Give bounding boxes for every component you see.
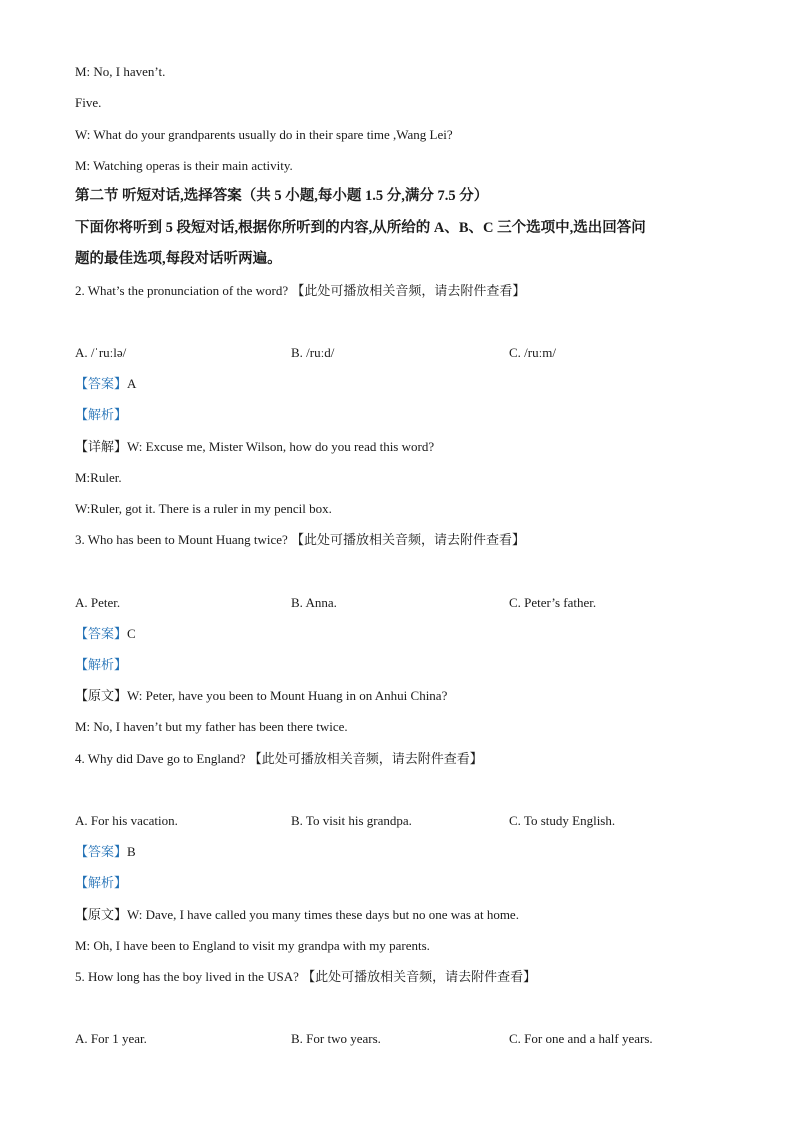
option-b: B. /ruːd/ bbox=[291, 345, 335, 360]
option-b: B. Anna. bbox=[291, 595, 337, 610]
answer-value: C bbox=[127, 626, 136, 641]
detail-line: W:Ruler, got it. There is a ruler in my pencil box. bbox=[75, 501, 332, 516]
answer-value: B bbox=[127, 844, 136, 859]
option-a: A. Peter. bbox=[75, 595, 121, 610]
detail-line bbox=[75, 906, 519, 924]
answer-tag: 【答案】 bbox=[75, 844, 128, 859]
question-3 bbox=[75, 531, 525, 549]
dialogue-line: M: Watching operas is their main activity. bbox=[75, 158, 293, 173]
option-c: C. To study English. bbox=[509, 813, 616, 828]
detail-line: M:Ruler. bbox=[75, 470, 122, 485]
detail-tag: 【原文】 bbox=[75, 688, 128, 703]
detail-line bbox=[75, 687, 447, 705]
option-a: A. /ˈruːlə/ bbox=[75, 345, 127, 360]
question-5 bbox=[75, 968, 536, 986]
detail-text: W: Dave, I have called you many times these days but no one was at home. bbox=[127, 907, 519, 922]
question-text: 5. How long has the boy lived in the USA? bbox=[75, 969, 299, 984]
audio-note[interactable]: 【此处可播放相关音频，请去附件查看】 bbox=[302, 969, 537, 984]
section-heading: 第二节 听短对话,选择答案（共 5 小题,每小题 1.5 分,满分 7.5 分） bbox=[75, 188, 489, 204]
option-a: A. For 1 year. bbox=[75, 1031, 147, 1046]
option-b: B. For two years. bbox=[291, 1031, 381, 1046]
option-c: C. Peter’s father. bbox=[509, 595, 597, 610]
option-c: C. For one and a half years. bbox=[509, 1031, 653, 1046]
answer-tag: 【答案】 bbox=[75, 626, 128, 641]
answer-tag: 【答案】 bbox=[75, 376, 128, 391]
question-4 bbox=[75, 750, 483, 768]
detail-line: M: No, I haven’t but my father has been there twice. bbox=[75, 719, 348, 734]
audio-note[interactable]: 【此处可播放相关音频，请去附件查看】 bbox=[291, 532, 526, 547]
answer-line bbox=[75, 375, 136, 393]
dialogue-line: M: No, I haven’t. bbox=[75, 64, 166, 79]
dialogue-line: W: What do your grandparents usually do in their spare time ,Wang Lei? bbox=[75, 127, 453, 142]
audio-note[interactable]: 【此处可播放相关音频，请去附件查看】 bbox=[248, 751, 483, 766]
dialogue-line: Five. bbox=[75, 95, 102, 110]
detail-tag: 【详解】 bbox=[75, 439, 128, 454]
detail-text: W: Peter, have you been to Mount Huang in on Anhui China? bbox=[127, 688, 448, 703]
detail-text: W: Excuse me, Mister Wilson, how do you read this word? bbox=[127, 439, 435, 454]
section-instruction: 下面你将听到 5 段短对话,根据你所听到的内容,从所给的 A、B、C 三个选项中,选出回答问 bbox=[75, 220, 646, 236]
question-text: 4. Why did Dave go to England? bbox=[75, 751, 246, 766]
option-c: C. /ruːm/ bbox=[509, 345, 556, 360]
question-text: 2. What’s the pronunciation of the word? bbox=[75, 283, 289, 298]
answer-line bbox=[75, 843, 136, 861]
analysis-tag: 【解析】 bbox=[75, 407, 128, 422]
answer-value: A bbox=[127, 376, 137, 391]
question-text: 3. Who has been to Mount Huang twice? bbox=[75, 532, 288, 547]
analysis-tag: 【解析】 bbox=[75, 875, 128, 890]
question-2 bbox=[75, 282, 525, 300]
analysis-tag: 【解析】 bbox=[75, 657, 128, 672]
answer-line bbox=[75, 625, 136, 643]
detail-tag: 【原文】 bbox=[75, 907, 128, 922]
option-b: B. To visit his grandpa. bbox=[291, 813, 412, 828]
detail-line bbox=[75, 438, 434, 456]
section-instruction: 题的最佳选项,每段对话听两遍。 bbox=[75, 251, 282, 267]
detail-line: M: Oh, I have been to England to visit my grandpa with my parents. bbox=[75, 938, 430, 953]
option-a: A. For his vacation. bbox=[75, 813, 178, 828]
audio-note[interactable]: 【此处可播放相关音频，请去附件查看】 bbox=[291, 283, 526, 298]
